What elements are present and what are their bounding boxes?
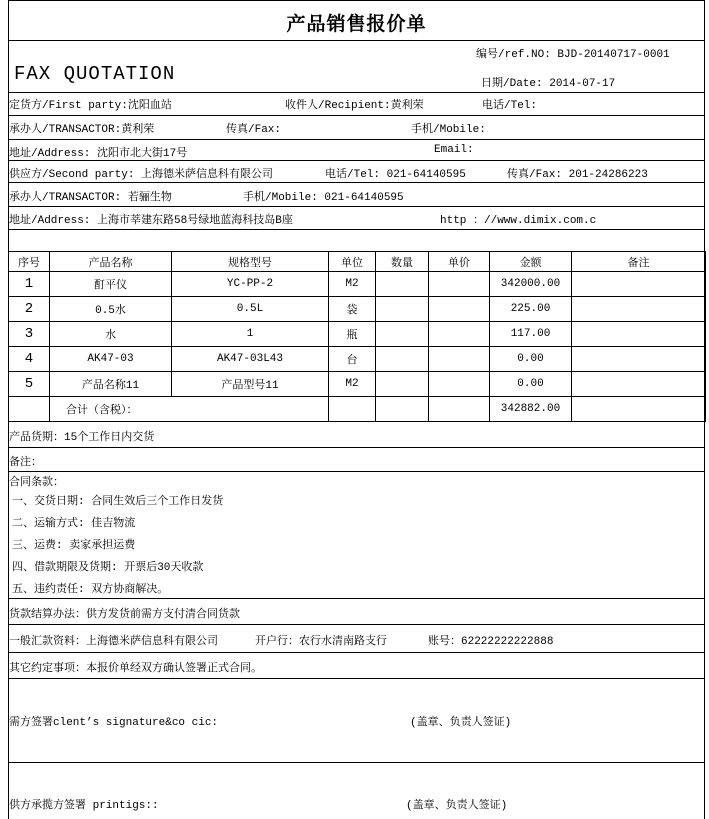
total-row	[9, 397, 706, 422]
rule	[8, 206, 705, 207]
first-address	[9, 144, 187, 160]
cell-no: 1	[9, 272, 50, 297]
rule	[8, 40, 705, 41]
transactor-value: 黄利荣	[121, 124, 155, 136]
cell-name: 产品名称11	[50, 372, 172, 397]
address-label: 地址/Address:	[9, 148, 91, 160]
email-label: Email:	[434, 144, 474, 156]
cell-unit: 袋	[329, 297, 376, 322]
rule	[8, 229, 705, 230]
supplier-signature-label: 供方承揽方签署 printigs::	[9, 800, 159, 812]
table-row	[9, 372, 706, 397]
cell-unit: 瓶	[329, 322, 376, 347]
cell-qty	[376, 297, 429, 322]
contract-item: 五、违约责任: 双方协商解决。	[12, 584, 169, 596]
header-note: 备注	[572, 252, 706, 272]
rule	[8, 624, 705, 625]
supplier-stamp-note: (盖章、负责人签证)	[406, 800, 508, 812]
cell-no: 5	[9, 372, 50, 397]
table-row	[9, 272, 706, 297]
rule	[8, 160, 705, 161]
total-blank-cell	[9, 397, 50, 422]
website: http ：//www.dimix.com.c	[440, 215, 597, 227]
first-party-value: 沈阳血站	[127, 100, 172, 112]
tel-label: 电话/Tel:	[482, 100, 538, 112]
header-amount: 金额	[490, 252, 572, 272]
first-party-label: 定货方/First party:	[9, 100, 128, 112]
recipient	[285, 96, 424, 112]
second-fax-label: 传真/Fax:	[507, 169, 563, 181]
first-mobile	[411, 120, 486, 136]
second-tel	[325, 165, 466, 181]
second-mobile-label: 手机/Mobile:	[243, 192, 318, 204]
second-tel-value: 021-64140595	[386, 169, 466, 181]
cell-note	[572, 347, 706, 372]
total-blank-cell	[429, 397, 490, 422]
second-transactor-value: 若骊生物	[127, 192, 172, 204]
cell-spec: 0.5L	[172, 297, 329, 322]
total-blank-cell	[572, 397, 706, 422]
cell-amount: 342000.00	[490, 272, 572, 297]
second-fax-value: 201-24286223	[568, 169, 648, 181]
cell-name: 酊平仪	[50, 272, 172, 297]
second-transactor	[9, 188, 172, 204]
cell-amount: 0.00	[490, 347, 572, 372]
recipient-value: 黄利荣	[390, 100, 424, 112]
client-signature-label: 需方签署clent’s signature&co cic:	[9, 717, 219, 729]
cell-note	[572, 297, 706, 322]
fax-label: 传真/Fax:	[226, 124, 282, 136]
total-blank-cell	[329, 397, 376, 422]
contract-item: 二、运输方式: 佳吉物流	[12, 518, 136, 530]
cell-price	[429, 372, 490, 397]
contract-item: 一、交货日期: 合同生效后三个工作日发货	[12, 496, 224, 508]
bank-name: 开户行：农行水清南路支行	[255, 636, 387, 648]
second-address-value: 上海市莘建东路58号绿地蓝海科技岛B座	[97, 215, 293, 227]
rule	[8, 652, 705, 653]
cell-qty	[376, 347, 429, 372]
table-row	[9, 297, 706, 322]
address-value: 沈阳市北大街17号	[97, 148, 188, 160]
header-unit: 单位	[329, 252, 376, 272]
total-label: 合计（含税）：	[50, 397, 329, 422]
second-tel-label: 电话/Tel:	[325, 169, 381, 181]
cell-price	[429, 322, 490, 347]
rule	[8, 92, 705, 93]
header-name: 产品名称	[50, 252, 172, 272]
cell-unit: M2	[329, 372, 376, 397]
cell-unit: 台	[329, 347, 376, 372]
rule	[8, 115, 705, 116]
rule	[8, 471, 705, 472]
second-fax	[507, 165, 648, 181]
rule	[8, 678, 705, 679]
fax-title: FAX QUOTATION	[14, 63, 176, 85]
cell-note	[572, 272, 706, 297]
cell-no: 4	[9, 347, 50, 372]
header-price: 单价	[429, 252, 490, 272]
second-transactor-label: 承办人/TRANSACTOR:	[9, 192, 122, 204]
cell-spec: YC-PP-2	[172, 272, 329, 297]
header-no: 序号	[9, 252, 50, 272]
cell-price	[429, 272, 490, 297]
first-party	[9, 96, 172, 112]
cell-qty	[376, 372, 429, 397]
date-value: 2014-07-17	[549, 78, 616, 90]
rule	[8, 182, 705, 183]
rule	[8, 447, 705, 448]
cell-note	[572, 322, 706, 347]
second-mobile	[243, 188, 404, 204]
other-terms: 其它约定事项：本报价单经双方确认签署正式合同。	[9, 663, 262, 675]
header-qty: 数量	[376, 252, 429, 272]
cell-amount: 117.00	[490, 322, 572, 347]
quote-date	[481, 74, 615, 90]
rule	[8, 139, 705, 140]
contract-item: 四、借款期限及货期: 开票后30天收款	[12, 562, 204, 574]
cell-spec: AK47-03L43	[172, 347, 329, 372]
recipient-label: 收件人/Recipient:	[285, 100, 391, 112]
cell-amount: 0.00	[490, 372, 572, 397]
cell-qty	[376, 322, 429, 347]
ref-label: 编号/ref.NO:	[476, 49, 551, 61]
cell-name: 0.5水	[50, 297, 172, 322]
cell-qty	[376, 272, 429, 297]
cell-price	[429, 297, 490, 322]
second-party-label: 供应方/Second party:	[9, 169, 135, 181]
bank-account-no: 账号：62222222222888	[428, 636, 554, 648]
rule	[8, 762, 705, 763]
bank-account-info: 一般汇款资料：上海德米萨信息科有限公司	[9, 636, 218, 648]
client-stamp-note: (盖章、负责人签证)	[410, 717, 512, 729]
cell-spec: 产品型号11	[172, 372, 329, 397]
total-amount: 342882.00	[490, 397, 572, 422]
ref-value: BJD-20140717-0001	[557, 49, 670, 61]
first-party-tel	[482, 96, 537, 112]
cell-spec: 1	[172, 322, 329, 347]
contract-item: 三、运费: 卖家承担运费	[12, 540, 136, 552]
delivery-term: 产品货期：15个工作日内交货	[9, 432, 155, 444]
cell-no: 3	[9, 322, 50, 347]
rule	[8, 598, 705, 599]
cell-no: 2	[9, 297, 50, 322]
cell-price	[429, 347, 490, 372]
transactor-label: 承办人/TRANSACTOR:	[9, 124, 122, 136]
settlement: 货款结算办法：供方发货前需方支付清合同货款	[9, 609, 240, 621]
cell-note	[572, 372, 706, 397]
cell-unit: M2	[329, 272, 376, 297]
first-email	[434, 144, 474, 156]
mobile-label: 手机/Mobile:	[411, 124, 486, 136]
header-spec: 规格型号	[172, 252, 329, 272]
table-row	[9, 347, 706, 372]
second-party-value: 上海德米萨信息科有限公司	[141, 169, 274, 181]
cell-name: 水	[50, 322, 172, 347]
cell-name: AK47-03	[50, 347, 172, 372]
ref-number	[476, 45, 670, 61]
rule	[8, 0, 705, 1]
product-table	[8, 251, 706, 422]
first-transactor	[9, 120, 154, 136]
table-header-row	[9, 252, 706, 272]
contract-title: 合同条款：	[9, 477, 64, 489]
remark: 备注：	[9, 457, 42, 469]
table-row	[9, 322, 706, 347]
second-mobile-value: 021-64140595	[324, 192, 404, 204]
first-fax	[226, 120, 281, 136]
total-blank-cell	[376, 397, 429, 422]
second-party	[9, 165, 273, 181]
second-address	[9, 211, 293, 227]
second-address-label: 地址/Address:	[9, 215, 91, 227]
cell-amount: 225.00	[490, 297, 572, 322]
date-label: 日期/Date:	[481, 78, 543, 90]
page-title: 产品销售报价单	[286, 13, 427, 35]
